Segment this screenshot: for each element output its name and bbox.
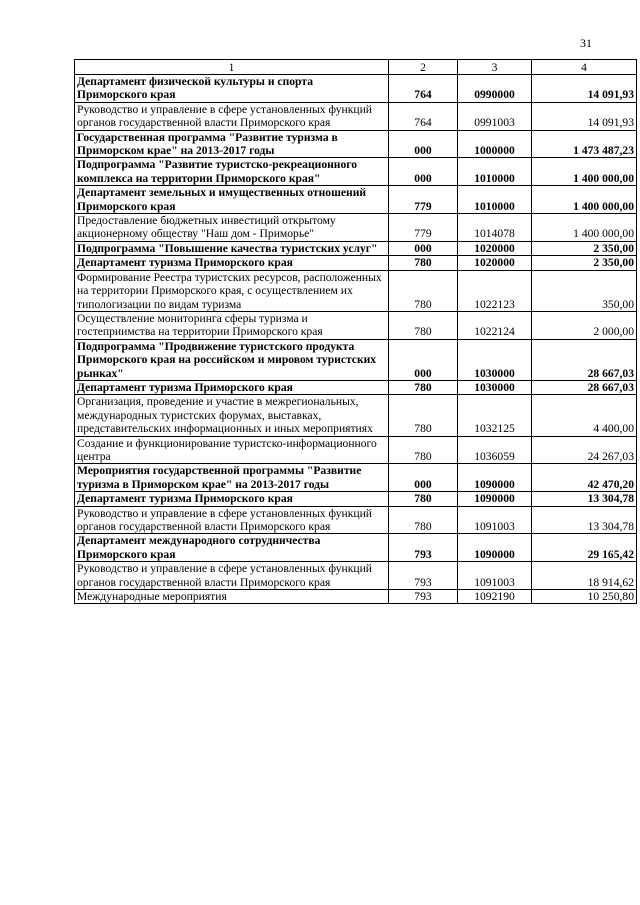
row-csr-cell: 0991003	[458, 102, 532, 130]
row-csr-cell: 1030000	[458, 339, 532, 380]
row-grbs-cell: 780	[389, 380, 458, 394]
row-csr-cell: 1014078	[458, 214, 532, 242]
row-name-cell: Руководство и управление в сфере установленных функций органов государственной власти Приморского края	[75, 562, 389, 590]
row-csr-cell: 1020000	[458, 256, 532, 270]
table-row	[75, 214, 637, 242]
row-grbs-cell: 780	[389, 270, 458, 311]
row-sum-cell: 18 914,62	[532, 562, 637, 590]
row-grbs-cell: 779	[389, 186, 458, 214]
row-csr-cell: 1091003	[458, 562, 532, 590]
row-sum-cell: 13 304,78	[532, 492, 637, 506]
row-csr-cell: 1000000	[458, 130, 532, 158]
row-sum-cell: 28 667,03	[532, 380, 637, 394]
table-row	[75, 102, 637, 130]
row-sum-cell: 28 667,03	[532, 339, 637, 380]
row-sum-cell: 1 400 000,00	[532, 158, 637, 186]
row-name-cell: Предоставление бюджетных инвестиций открытому акционерному обществу "Наш дом - Приморье"	[75, 214, 389, 242]
row-grbs-cell: 764	[389, 75, 458, 103]
row-csr-cell: 1032125	[458, 395, 532, 436]
row-grbs-cell: 000	[389, 241, 458, 255]
row-sum-cell: 1 400 000,00	[532, 214, 637, 242]
row-grbs-cell: 780	[389, 311, 458, 339]
row-csr-cell: 1022123	[458, 270, 532, 311]
row-name-cell: Формирование Реестра туристских ресурсов, расположенных на территории Приморского края, с осуществлением их типологизации по видам туризма	[75, 270, 389, 311]
row-grbs-cell: 793	[389, 534, 458, 562]
row-sum-cell: 10 250,80	[532, 590, 637, 604]
row-csr-cell: 1010000	[458, 158, 532, 186]
row-grbs-cell: 793	[389, 590, 458, 604]
table-body	[75, 75, 637, 604]
table-row	[75, 241, 637, 255]
row-grbs-cell: 764	[389, 102, 458, 130]
row-grbs-cell: 000	[389, 339, 458, 380]
table-row	[75, 186, 637, 214]
row-name-cell: Международные мероприятия	[75, 590, 389, 604]
row-name-cell: Подпрограмма "Развитие туристско-рекреационного комплекса на территории Приморского края"	[75, 158, 389, 186]
row-sum-cell: 2 000,00	[532, 311, 637, 339]
table-row	[75, 506, 637, 534]
table-row	[75, 256, 637, 270]
row-name-cell: Создание и функционирование туристско-информационного центра	[75, 436, 389, 464]
row-sum-cell: 2 350,00	[532, 256, 637, 270]
table-row	[75, 311, 637, 339]
row-sum-cell: 1 400 000,00	[532, 186, 637, 214]
row-sum-cell: 42 470,20	[532, 464, 637, 492]
row-grbs-cell: 780	[389, 256, 458, 270]
row-csr-cell: 1022124	[458, 311, 532, 339]
table-row	[75, 590, 637, 604]
table-row	[75, 562, 637, 590]
row-csr-cell: 1090000	[458, 492, 532, 506]
row-grbs-cell: 000	[389, 130, 458, 158]
column-header-4: 4	[532, 60, 637, 75]
row-sum-cell: 14 091,93	[532, 75, 637, 103]
table-row	[75, 492, 637, 506]
column-header-3: 3	[458, 60, 532, 75]
row-name-cell: Департамент туризма Приморского края	[75, 380, 389, 394]
table-row	[75, 270, 637, 311]
row-name-cell: Мероприятия государственной программы "Развитие туризма в Приморском крае" на 2013-2017 годы	[75, 464, 389, 492]
row-grbs-cell: 780	[389, 506, 458, 534]
row-sum-cell: 13 304,78	[532, 506, 637, 534]
row-name-cell: Руководство и управление в сфере установленных функций органов государственной власти Приморского края	[75, 506, 389, 534]
row-name-cell: Департамент международного сотрудничества Приморского края	[75, 534, 389, 562]
row-csr-cell: 1036059	[458, 436, 532, 464]
budget-table	[74, 59, 637, 604]
row-csr-cell: 1010000	[458, 186, 532, 214]
row-sum-cell: 1 473 487,23	[532, 130, 637, 158]
row-name-cell: Руководство и управление в сфере установленных функций органов государственной власти Приморского края	[75, 102, 389, 130]
row-name-cell: Департамент земельных и имущественных отношений Приморского края	[75, 186, 389, 214]
row-csr-cell: 1092190	[458, 590, 532, 604]
row-csr-cell: 0990000	[458, 75, 532, 103]
table-row	[75, 130, 637, 158]
row-grbs-cell: 780	[389, 395, 458, 436]
table-row	[75, 380, 637, 394]
row-name-cell: Департамент туризма Приморского края	[75, 492, 389, 506]
header-row	[75, 60, 637, 75]
table-row	[75, 75, 637, 103]
table-row	[75, 534, 637, 562]
row-grbs-cell: 780	[389, 436, 458, 464]
row-sum-cell: 29 165,42	[532, 534, 637, 562]
row-name-cell: Организация, проведение и участие в межрегиональных, международных туристских форумах, выставках, представительских информационных и иных мероприятиях	[75, 395, 389, 436]
row-grbs-cell: 780	[389, 492, 458, 506]
row-grbs-cell: 779	[389, 214, 458, 242]
row-sum-cell: 24 267,03	[532, 436, 637, 464]
column-header-1: 1	[75, 60, 389, 75]
row-csr-cell: 1090000	[458, 464, 532, 492]
row-csr-cell: 1030000	[458, 380, 532, 394]
table-row	[75, 339, 637, 380]
row-csr-cell: 1091003	[458, 506, 532, 534]
row-name-cell: Департамент туризма Приморского края	[75, 256, 389, 270]
row-grbs-cell: 000	[389, 158, 458, 186]
row-name-cell: Департамент физической культуры и спорта Приморского края	[75, 75, 389, 103]
table-row	[75, 436, 637, 464]
table-row	[75, 395, 637, 436]
row-name-cell: Осуществление мониторинга сферы туризма и гостеприимства на территории Приморского края	[75, 311, 389, 339]
page-number: 31	[580, 36, 592, 50]
row-grbs-cell: 793	[389, 562, 458, 590]
row-sum-cell: 4 400,00	[532, 395, 637, 436]
row-grbs-cell: 000	[389, 464, 458, 492]
row-csr-cell: 1020000	[458, 241, 532, 255]
row-name-cell: Подпрограмма "Повышение качества туристских услуг"	[75, 241, 389, 255]
column-header-2: 2	[389, 60, 458, 75]
row-sum-cell: 2 350,00	[532, 241, 637, 255]
row-sum-cell: 350,00	[532, 270, 637, 311]
row-name-cell: Государственная программа "Развитие туризма в Приморском крае" на 2013-2017 годы	[75, 130, 389, 158]
row-sum-cell: 14 091,93	[532, 102, 637, 130]
table-row	[75, 158, 637, 186]
table-row	[75, 464, 637, 492]
row-name-cell: Подпрограмма "Продвижение туристского продукта Приморского края на российском и мировом туристских рынках"	[75, 339, 389, 380]
row-csr-cell: 1090000	[458, 534, 532, 562]
